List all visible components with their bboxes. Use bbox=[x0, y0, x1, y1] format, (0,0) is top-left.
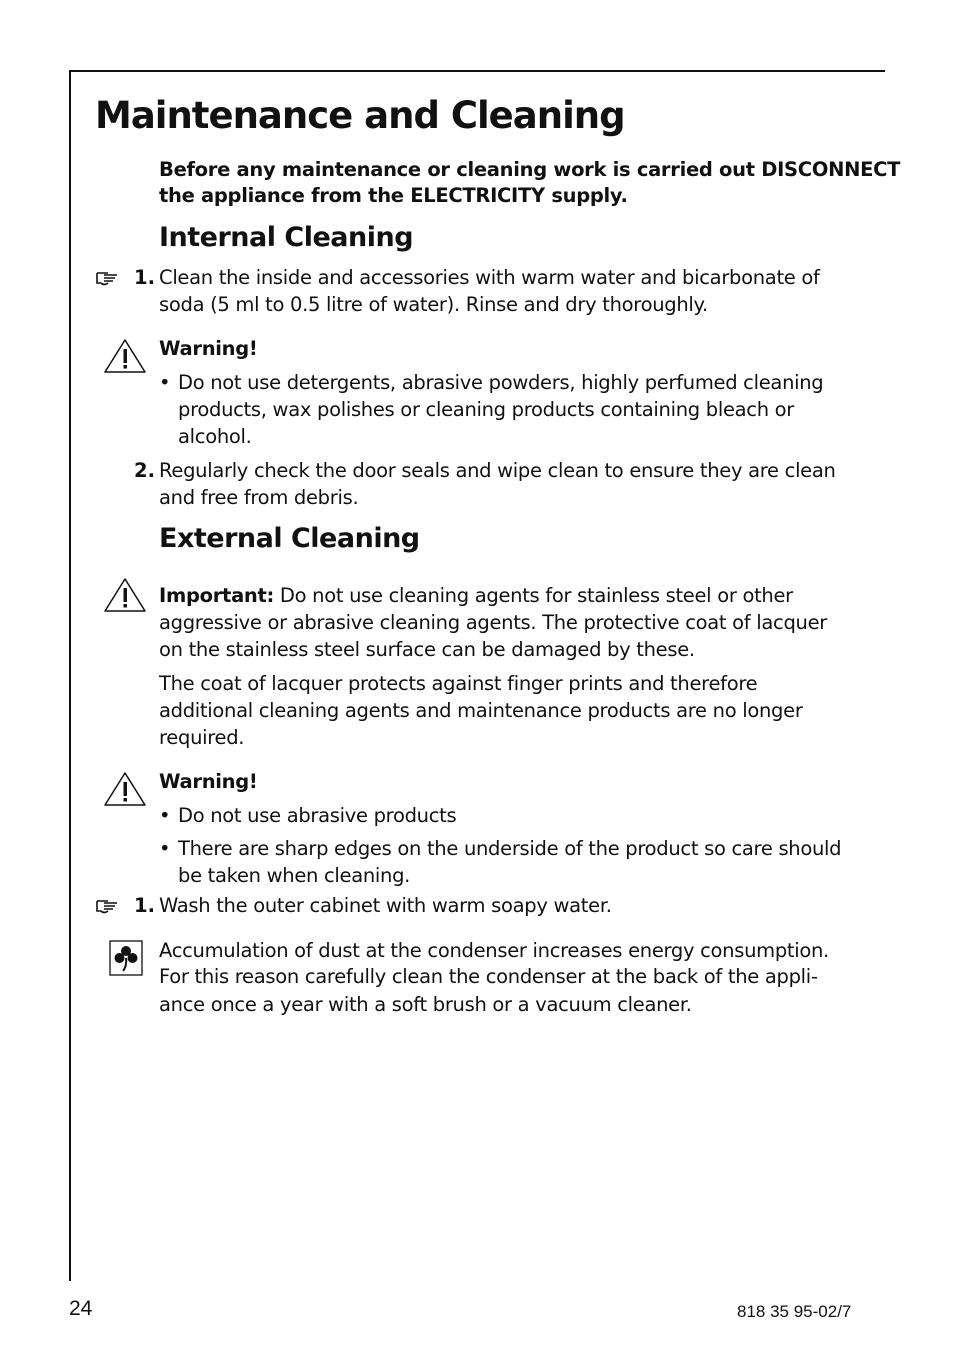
external-step-1-text: Wash the outer cabinet with warm soapy water. bbox=[159, 894, 612, 917]
external-cleaning-heading: External Cleaning bbox=[159, 523, 420, 554]
warning-triangle-icon bbox=[103, 338, 147, 374]
important-line-2: aggressive or abrasive cleaning agents. The protective coat of lacquer bbox=[159, 611, 828, 634]
internal-cleaning-heading: Internal Cleaning bbox=[159, 222, 414, 253]
page-number: 24 bbox=[69, 1297, 93, 1320]
intro-line-1: Before any maintenance or cleaning work is carried out DISCONNECT bbox=[159, 158, 901, 181]
internal-step-1-line-1: Clean the inside and accessories with warm water and bicarbonate of bbox=[159, 266, 820, 289]
lacquer-line-2: additional cleaning agents and maintenance products are no longer bbox=[159, 699, 803, 722]
document-code: 818 35 95-02/7 bbox=[737, 1302, 852, 1321]
lacquer-line-1: The coat of lacquer protects against finger prints and therefore bbox=[159, 672, 758, 695]
internal-step-2-line-2: and free from debris. bbox=[159, 486, 359, 509]
internal-warning-line-1: Do not use detergents, abrasive powders, highly perfumed cleaning bbox=[178, 371, 824, 394]
left-margin-rule bbox=[69, 70, 71, 1281]
intro-line-2: the appliance from the ELECTRICITY supply. bbox=[159, 184, 628, 207]
bullet-marker: • bbox=[159, 804, 171, 827]
external-step-1-number: 1. bbox=[134, 894, 155, 917]
external-warning-label: Warning! bbox=[159, 770, 258, 793]
internal-step-2-line-1: Regularly check the door seals and wipe clean to ensure they are clean bbox=[159, 459, 836, 482]
external-warning-item-2-line-1: There are sharp edges on the underside of the product so care should bbox=[178, 837, 842, 860]
important-line-1 bbox=[159, 582, 793, 609]
clover-environment-icon bbox=[109, 940, 143, 976]
important-text-1: Do not use cleaning agents for stainless steel or other bbox=[274, 584, 793, 607]
environment-note-line-3: ance once a year with a soft brush or a vacuum cleaner. bbox=[159, 993, 692, 1016]
pointing-hand-icon bbox=[95, 267, 131, 289]
important-line-3: on the stainless steel surface can be damaged by these. bbox=[159, 638, 695, 661]
environment-note-line-1: Accumulation of dust at the condenser increases energy consumption. bbox=[159, 939, 829, 962]
external-warning-item-1: Do not use abrasive products bbox=[178, 804, 457, 827]
pointing-hand-icon bbox=[95, 895, 131, 917]
internal-step-1-line-2: soda (5 ml to 0.5 litre of water). Rinse and dry thoroughly. bbox=[159, 293, 708, 316]
internal-warning-line-3: alcohol. bbox=[178, 425, 252, 448]
bullet-marker: • bbox=[159, 837, 171, 860]
internal-step-1-number: 1. bbox=[134, 266, 155, 289]
lacquer-line-3: required. bbox=[159, 726, 245, 749]
warning-triangle-icon bbox=[103, 577, 147, 613]
environment-note-line-2: For this reason carefully clean the condenser at the back of the appli- bbox=[159, 965, 818, 988]
internal-step-2-number: 2. bbox=[134, 459, 155, 482]
important-label: Important: bbox=[159, 584, 275, 607]
internal-warning-line-2: products, wax polishes or cleaning products containing bleach or bbox=[178, 398, 795, 421]
page-title: Maintenance and Cleaning bbox=[95, 94, 625, 137]
warning-triangle-icon bbox=[103, 771, 147, 807]
bullet-marker: • bbox=[159, 371, 171, 394]
internal-warning-label: Warning! bbox=[159, 337, 258, 360]
external-warning-item-2-line-2: be taken when cleaning. bbox=[178, 864, 411, 887]
top-margin-rule bbox=[69, 70, 885, 72]
